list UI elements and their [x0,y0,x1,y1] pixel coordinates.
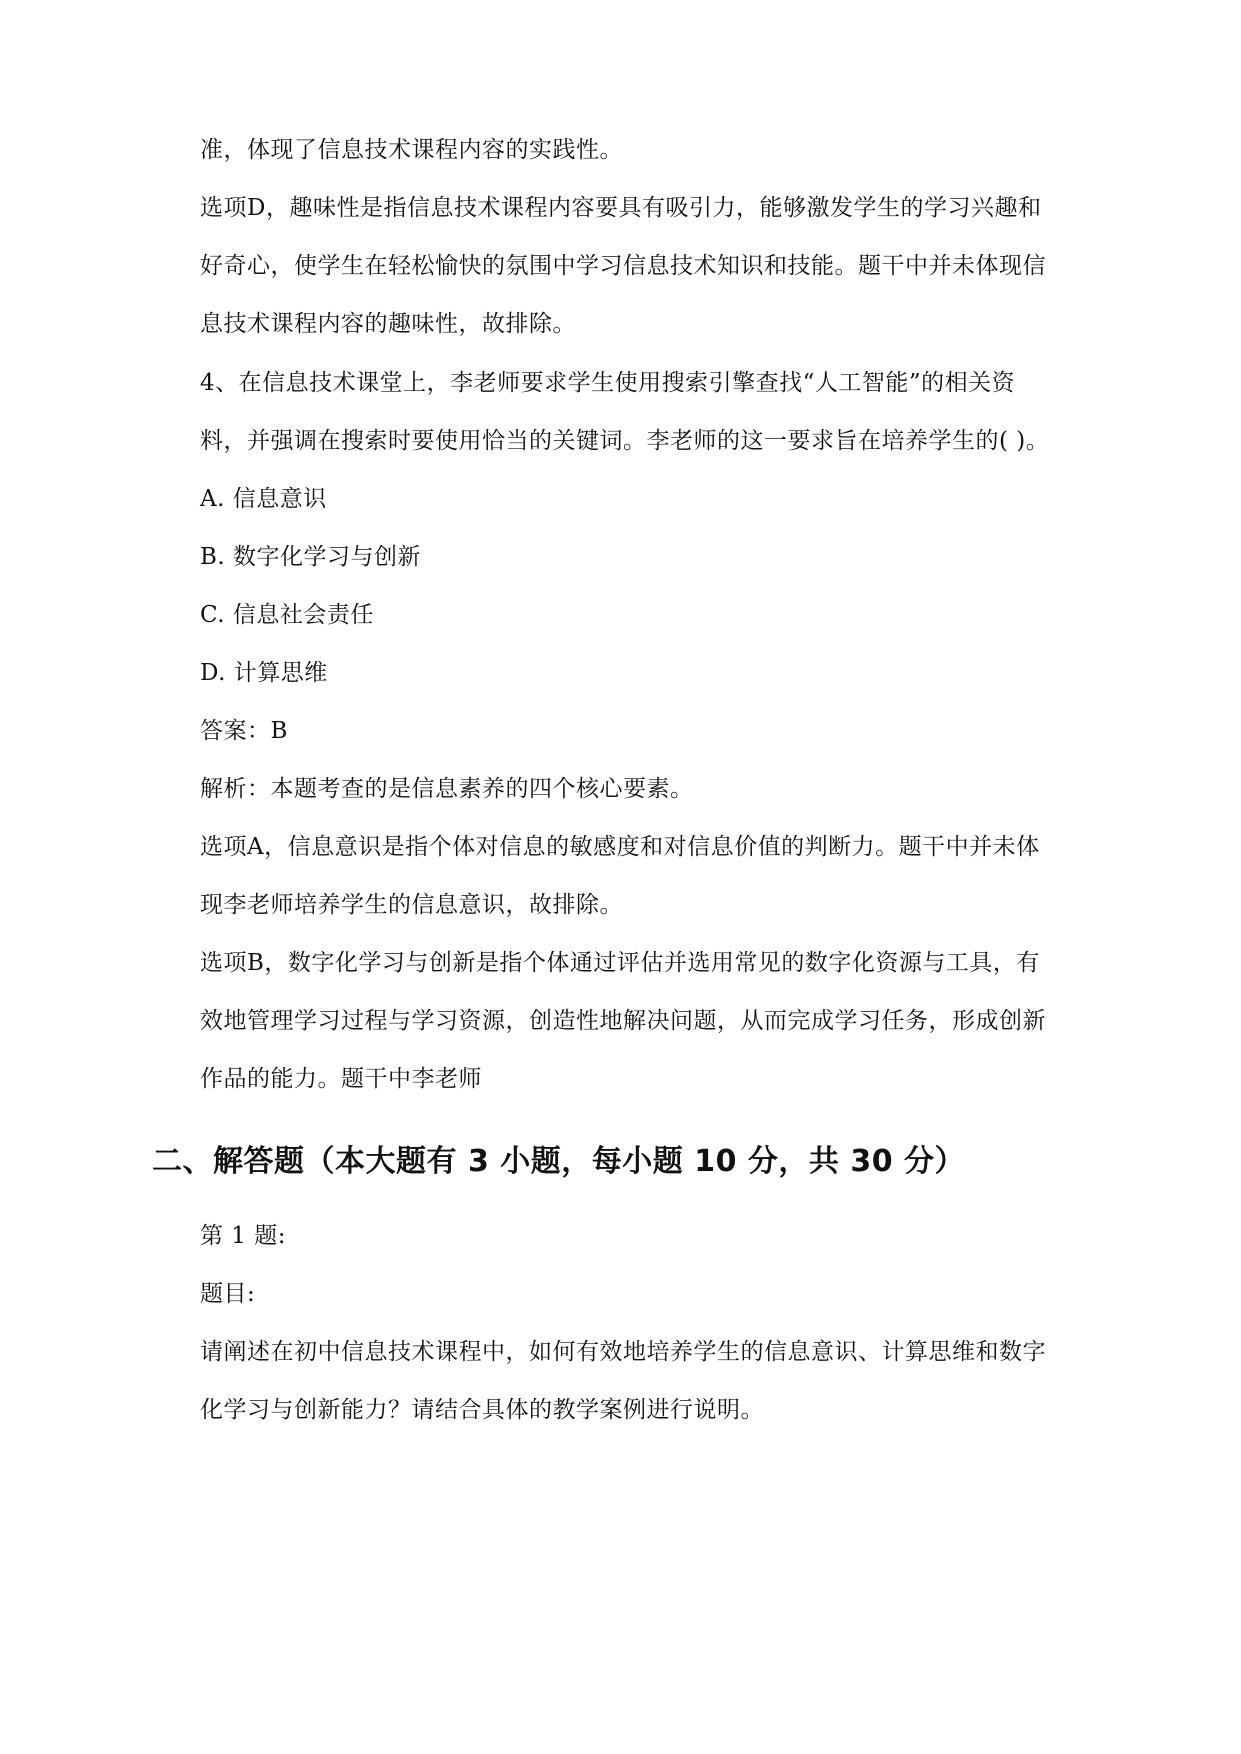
option-d-explanation-line-1: 选项D，趣味性是指信息技术课程内容要具有吸引力，能够激发学生的学习兴趣和 [200,195,1042,221]
option-b-explanation-line-3: 作品的能力。题干中李老师 [200,1066,482,1092]
option-a-explanation-line-1: 选项A，信息意识是指个体对信息的敏感度和对信息价值的判断力。题干中并未体 [200,834,1040,860]
question-number-label: 第 1 题: [200,1223,287,1249]
option-d-explanation-line-2: 好奇心，使学生在轻松愉快的氛围中学习信息技术知识和技能。题干中并未体现信 [200,253,1046,279]
question-prompt-line-2: 化学习与创新能力？请结合具体的教学案例进行说明。 [200,1397,764,1423]
option-b-explanation-line-1: 选项B，数字化学习与创新是指个体通过评估并选用常见的数字化资源与工具，有 [200,950,1040,976]
question-4-stem-line-2: 料，并强调在搜索时要使用恰当的关键词。李老师的这一要求旨在培养学生的( )。 [200,428,1050,454]
topic-label: 题目: [200,1281,256,1307]
option-d: D. 计算思维 [200,660,328,686]
option-a: A. 信息意识 [200,486,327,512]
answer-line: 答案：B [200,718,288,744]
option-a-explanation-line-2: 现李老师培养学生的信息意识，故排除。 [200,892,623,918]
option-c: C. 信息社会责任 [200,602,374,628]
analysis-line: 解析：本题考查的是信息素养的四个核心要素。 [200,776,694,802]
option-b-explanation-line-2: 效地管理学习过程与学习资源，创造性地解决问题，从而完成学习任务，形成创新 [200,1008,1046,1034]
question-4-stem-line-1: 4、在信息技术课堂上，李老师要求学生使用搜索引擎查找“人工智能”的相关资 [200,370,1016,396]
section-heading: 二、解答题（本大题有 3 小题，每小题 10 分，共 30 分） [152,1144,966,1179]
option-b: B. 数字化学习与创新 [200,544,422,570]
paragraph-line: 准，体现了信息技术课程内容的实践性。 [200,137,623,163]
option-d-explanation-line-3: 息技术课程内容的趣味性，故排除。 [200,311,576,337]
question-prompt-line-1: 请阐述在初中信息技术课程中，如何有效地培养学生的信息意识、计算思维和数字 [200,1339,1046,1365]
